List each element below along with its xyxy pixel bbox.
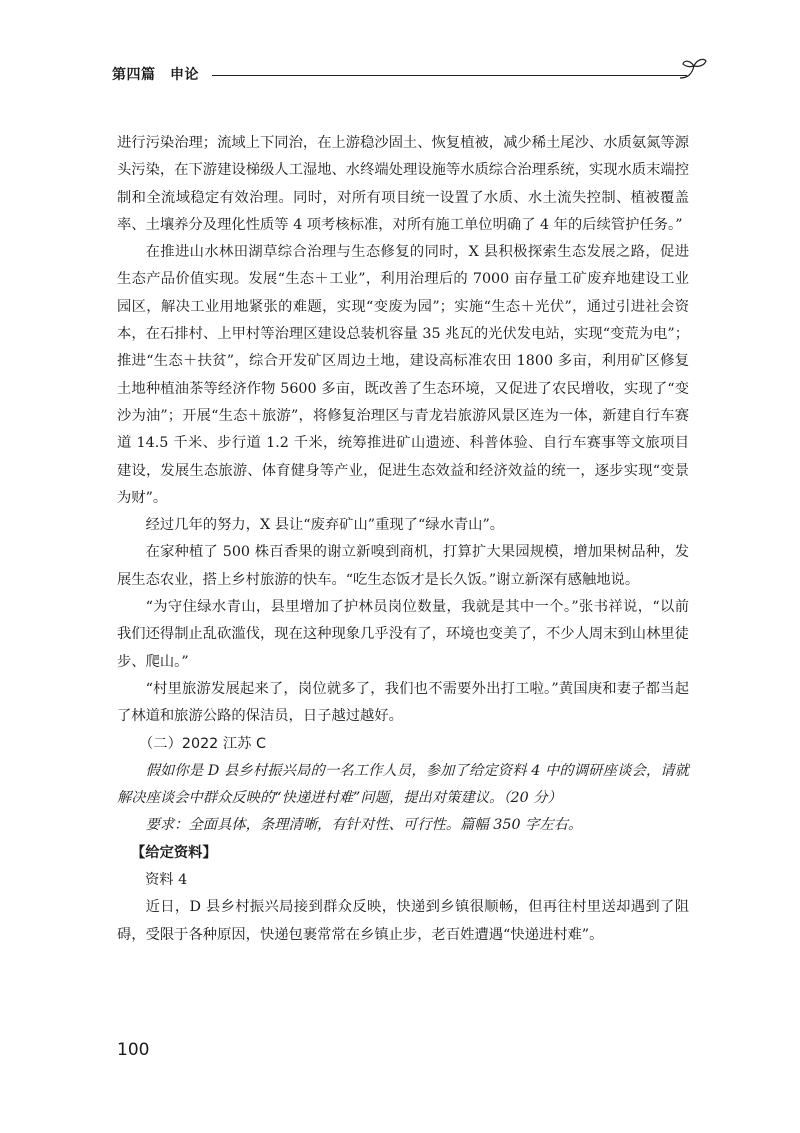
paragraph-1: 进行污染治理；流域上下同治，在上游稳沙固土、恢复植被，减少稀土尾沙、水质氨氮等源头污染，在下游建设梯级人工湿地、水终端处理设施等水质综合治理系统，实现水质末端控制和全流域稳定有效治理。同时，对所有项目统一设置了水质、水土流失控制、植被覆盖率、土壤养分及理化性质等 4 项考核标准，对所有施工单位明确了 4 年的后续管护任务。” xyxy=(117,135,689,233)
chapter-title: 第四篇 申论 xyxy=(112,67,199,83)
running-header xyxy=(112,56,712,90)
paragraph-5: “为守住绿水青山，县里增加了护林员岗位数量，我就是其中一个。”张书祥说，“以前我们还得制止乱砍滥伐，现在这种现象几乎没有了，环境也变美了，不少人周末到山林里徒步、爬山。” xyxy=(117,599,689,670)
page-number: 100 xyxy=(117,1040,150,1060)
task-requirements: 要求：全面具体，条理清晰，有针对性、可行性。篇幅 350 字左右。 xyxy=(145,817,583,834)
header-rule xyxy=(212,75,687,76)
section-heading: （二）2022 江苏 C xyxy=(139,735,266,752)
material-text: 近日，D 县乡村振兴局接到群众反映，快递到乡镇很顺畅，但再往村里送却遇到了阻碍，受限于各种原因，快递包裹常常在乡镇止步，老百姓遭遇“快递进村难”。 xyxy=(117,899,689,943)
paragraph-6: “村里旅游发展起来了，岗位就多了，我们也不需要外出打工啦。”黄国庚和妻子都当起了林道和旅游公路的保洁员，日子越过越好。 xyxy=(117,680,689,725)
task-prompt: 假如你是 D 县乡村振兴局的一名工作人员，参加了给定资料 4 中的调研座谈会，请就解决座谈会中群众反映的“快递进村难”问题，提出对策建议。（20 分） xyxy=(117,762,689,807)
page-body xyxy=(117,130,689,949)
paragraph-4: 在家种植了 500 株百香果的谢立新嗅到商机，打算扩大果园规模，增加果树品种，发展生态农业，搭上乡村旅游的快车。“吃生态饭才是长久饭。”谢立新深有感触地说。 xyxy=(117,544,689,588)
paragraph-2: 在推进山水林田湖草综合治理与生态修复的同时，X 县积极探索生态发展之路，促进生态产品价值实现。发展“生态＋工业”，利用治理后的 7000 亩存量工矿废弃地建设工业园区，解决工业用地紧张的难题，实现“变废为园”；实施“生态＋光伏”，通过引进社会资本，在石排村、上甲村等治理区建设总装机容量 35 兆瓦的光伏发电站，实现“变荒为电”；推进“生态＋扶贫”，综合开发矿区周边土地，建设高标准农田 1800 多亩，利用矿区修复土地种植油茶等经济作物 5600 多亩，既改善了生态环境，又促进了农民增收，实现了“变沙为油”；开展“生态＋旅游”，将修复治理区与青龙岩旅游风景区连为一体，新建自行车赛道 14.5 千米、步行道 1.2 千米，统筹推进矿山遗迹、科普体验、自行车赛事等文旅项目建设，发展生态旅游、体育健身等产业，促进生态效益和经济效益的统一，逐步实现“变景为财”。 xyxy=(117,244,689,506)
sprout-icon xyxy=(674,56,710,84)
material-title: 资料 4 xyxy=(145,872,188,889)
paragraph-3: 经过几年的努力，X 县让“废弃矿山”重现了“绿水青山”。 xyxy=(145,517,505,534)
materials-label: 【给定资料】 xyxy=(131,844,217,861)
